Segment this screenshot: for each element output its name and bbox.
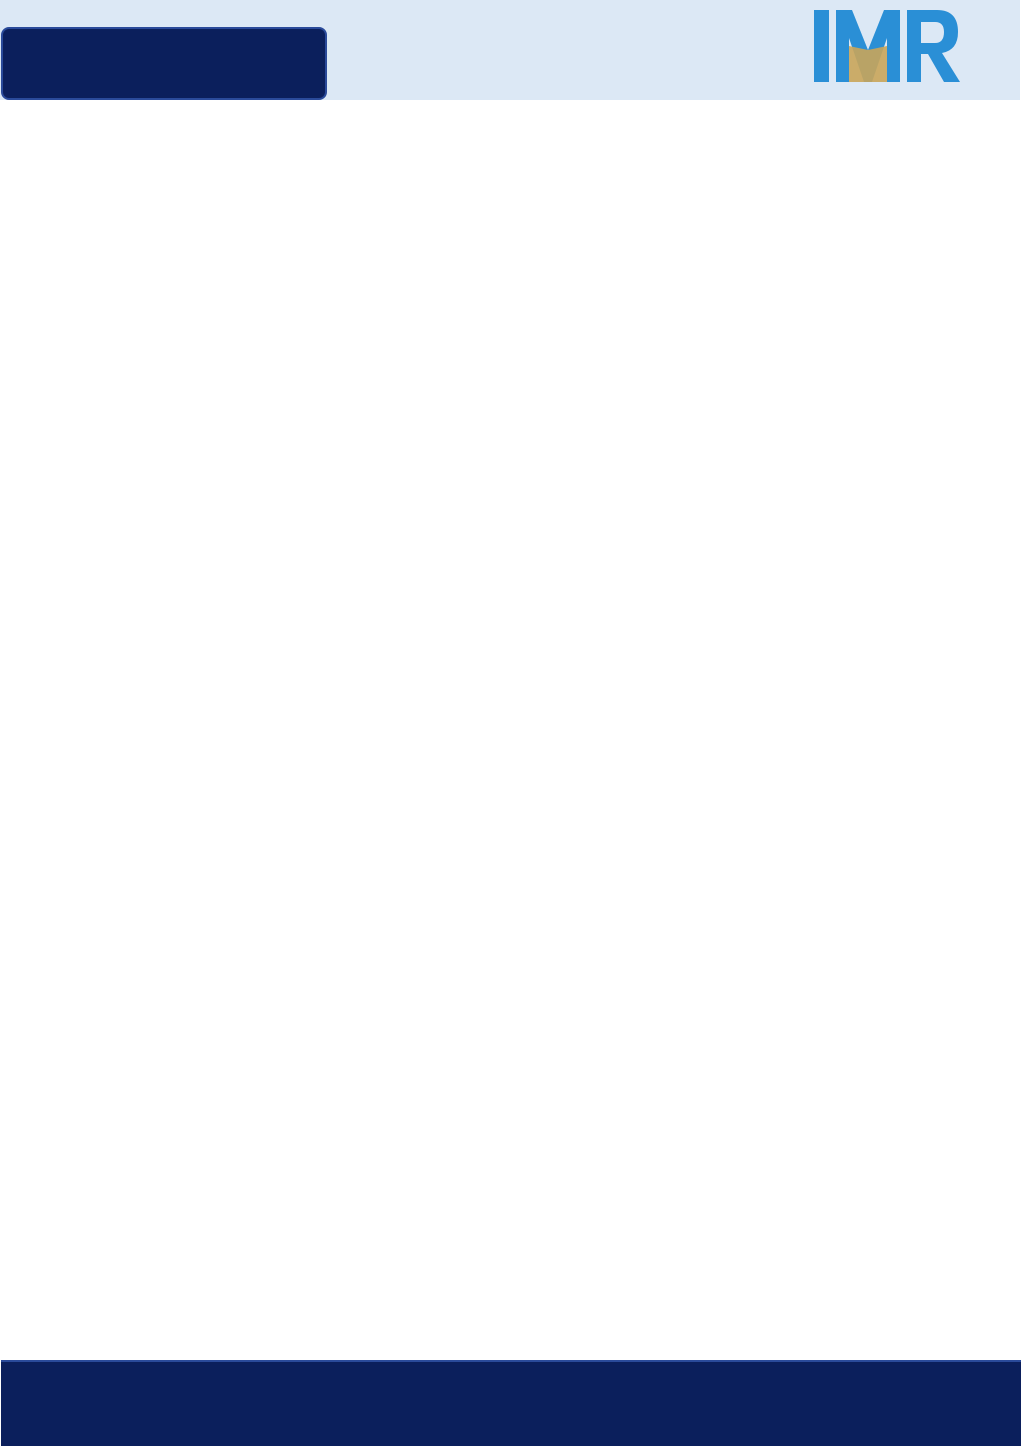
footer-bar: [1, 1360, 1021, 1446]
